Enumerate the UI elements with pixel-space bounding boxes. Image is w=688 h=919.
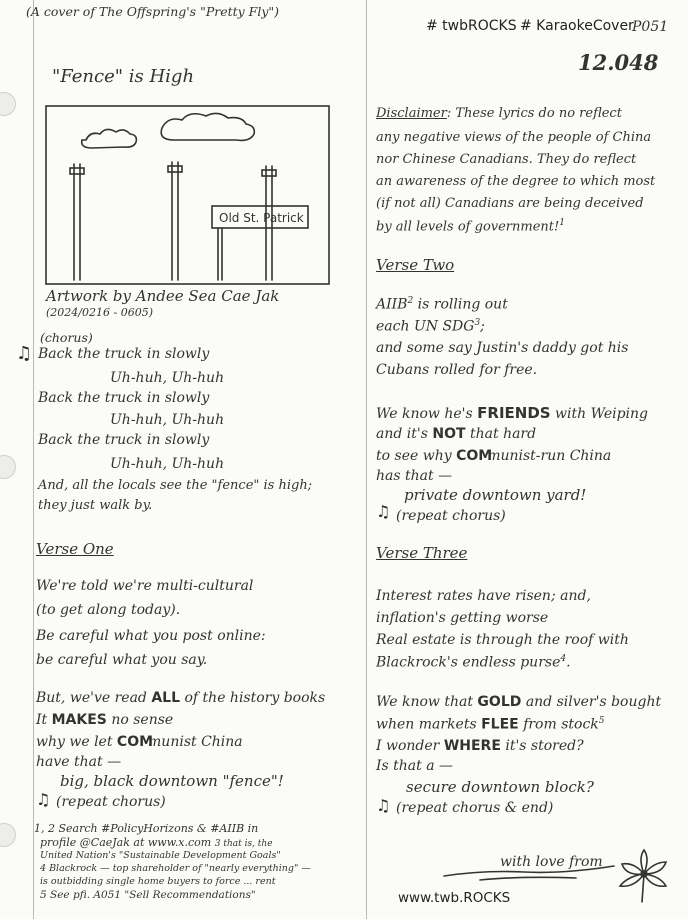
chorus-line: Back the truck in slowly (38, 346, 210, 362)
emphasis-word: FRIENDS (477, 404, 551, 422)
verse-three-line: Is that a — (376, 758, 454, 774)
website-footer[interactable]: www.twb.ROCKS (398, 890, 511, 906)
emphasis-word: NOT (432, 426, 466, 442)
footnote-line: United Nation's "Sustainable Development Goals" (40, 850, 281, 861)
chorus-line: Uh-huh, Uh-huh (110, 370, 225, 386)
chorus-line: Uh-huh, Uh-huh (110, 456, 225, 472)
artwork-frame (46, 106, 329, 284)
punch-hole-middle (0, 455, 16, 479)
verse-one-line: have that — (36, 754, 122, 770)
verse-one-line: It MAKES no sense (36, 712, 174, 728)
chorus-line: Back the truck in slowly (38, 390, 210, 406)
disclaimer-label: Disclaimer (376, 106, 447, 121)
verse-two-line: and some say Justin's daddy got his (376, 340, 629, 356)
emphasis-word: MAKES (51, 712, 107, 728)
verse-two-heading: Verse Two (376, 256, 455, 274)
footnote-line: profile @CaeJak at www.x.com 3 that is, the (40, 836, 273, 849)
emphasis-word: GOLD (477, 694, 522, 710)
emphasis-word: ALL (151, 690, 181, 706)
cloud-right (161, 113, 254, 140)
music-note-icon: ♫ (36, 790, 51, 809)
footnote-line: 1, 2 Search #PolicyHorizons & #AIIB in (34, 822, 259, 835)
cover-note: (A cover of The Offspring's "Pretty Fly") (26, 4, 280, 19)
verse-one-line: Be careful what you post online: (36, 628, 266, 644)
cloud-left (82, 129, 137, 148)
verse-three-line: We know that GOLD and silver's bought (376, 694, 662, 710)
music-note-icon: ♫ (16, 343, 33, 364)
emphasis-word: FLEE (481, 716, 519, 733)
verse-three-line: when markets FLEE from stock$^5$ (376, 716, 605, 733)
music-note-icon: ♫ (376, 502, 391, 521)
disclaimer-line: (if not all) Canadians are being deceived (376, 196, 644, 211)
footnote-line: 5 See pfi. A051 "Sell Recommendations" (40, 889, 256, 901)
verse-two-line: to see why COMmunist-run China (376, 448, 612, 464)
disclaimer-line: nor Chinese Canadians. They do reflect (376, 152, 637, 167)
verse-one-line: But, we've read ALL of the history books (36, 690, 326, 706)
punch-hole-bottom (0, 823, 16, 847)
repeat-chorus-end: (repeat chorus & end) (396, 800, 554, 816)
artwork-credit: Artwork by Andee Sea Cae Jak (46, 287, 280, 305)
id-number: 12.048 (578, 50, 659, 75)
verse-one-line: why we let COMmunist China (36, 734, 243, 750)
disclaimer-line: any negative views of the people of China (376, 130, 652, 145)
center-fold-rule (366, 0, 367, 919)
verse-three-line: Interest rates have risen; and, (376, 588, 591, 604)
verse-three-heading: Verse Three (376, 544, 468, 562)
chorus-line: And, all the locals see the "fence" is high; (38, 478, 313, 493)
emphasis-word: COM (456, 448, 493, 464)
verse-one-line: We're told we're multi-cultural (36, 578, 254, 594)
verse-one-line: (to get along today). (36, 602, 181, 618)
hashtag-twbrocks: # twbROCKS (426, 18, 517, 34)
disclaimer-line: Disclaimer: These lyrics do no reflect (376, 106, 622, 121)
disclaimer-line: by all levels of government!$^1$ (376, 218, 565, 235)
punch-hole-top (0, 92, 16, 116)
emphasis-word: COM (116, 734, 154, 750)
verse-three-line: Real estate is through the roof with (376, 632, 629, 648)
verse-two-line: and it's NOT that hard (376, 426, 537, 442)
verse-two-line: AIIB$^2$ is rolling out (376, 296, 508, 313)
chorus-label: (chorus) (40, 330, 93, 345)
verse-two-line: private downtown yard! (404, 486, 587, 504)
artwork-date: (2024/0216 - 0605) (46, 306, 153, 319)
verse-two-line: Cubans rolled for free. (376, 362, 538, 378)
music-note-icon: ♫ (376, 796, 391, 815)
street-sign-text: Old St. Patrick (219, 211, 304, 225)
verse-two-line: each UN SDG$^3$; (376, 318, 485, 335)
fence-artwork (44, 104, 332, 288)
chorus-line: Uh-huh, Uh-huh (110, 412, 225, 428)
chorus-line: Back the truck in slowly (38, 432, 210, 448)
verse-two-line: has that — (376, 468, 453, 484)
verse-two-line: We know he's FRIENDS with Weiping (376, 404, 649, 422)
signoff-text: with love from (500, 854, 603, 870)
disclaimer-line: an awareness of the degree to which most (376, 174, 656, 189)
emphasis-word: WHERE (443, 738, 501, 754)
footnote-line: 4 Blackrock — top shareholder of "nearly everything" — (40, 863, 311, 874)
repeat-chorus: (repeat chorus) (396, 508, 506, 524)
hashtag-karaokecover: # KaraokeCover (520, 18, 634, 34)
verse-three-line: inflation's getting worse (376, 610, 549, 626)
page-code: P051 (632, 19, 669, 35)
margin-rule-left (33, 0, 34, 919)
verse-one-line: big, black downtown "fence"! (60, 772, 284, 790)
verse-three-line: secure downtown block? (406, 778, 594, 796)
verse-three-line: Blackrock's endless purse$^4$. (376, 654, 571, 671)
verse-one-heading: Verse One (36, 540, 114, 558)
verse-one-line: be careful what you say. (36, 652, 208, 668)
repeat-chorus: (repeat chorus) (56, 794, 166, 810)
chorus-line: they just walk by. (38, 498, 153, 513)
flower-doodle-icon (612, 846, 676, 904)
footnote-line: is outbidding single home buyers to force ... rent (40, 876, 276, 887)
song-title: "Fence" is High (52, 66, 195, 87)
verse-three-line: I wonder WHERE it's stored? (376, 738, 584, 754)
